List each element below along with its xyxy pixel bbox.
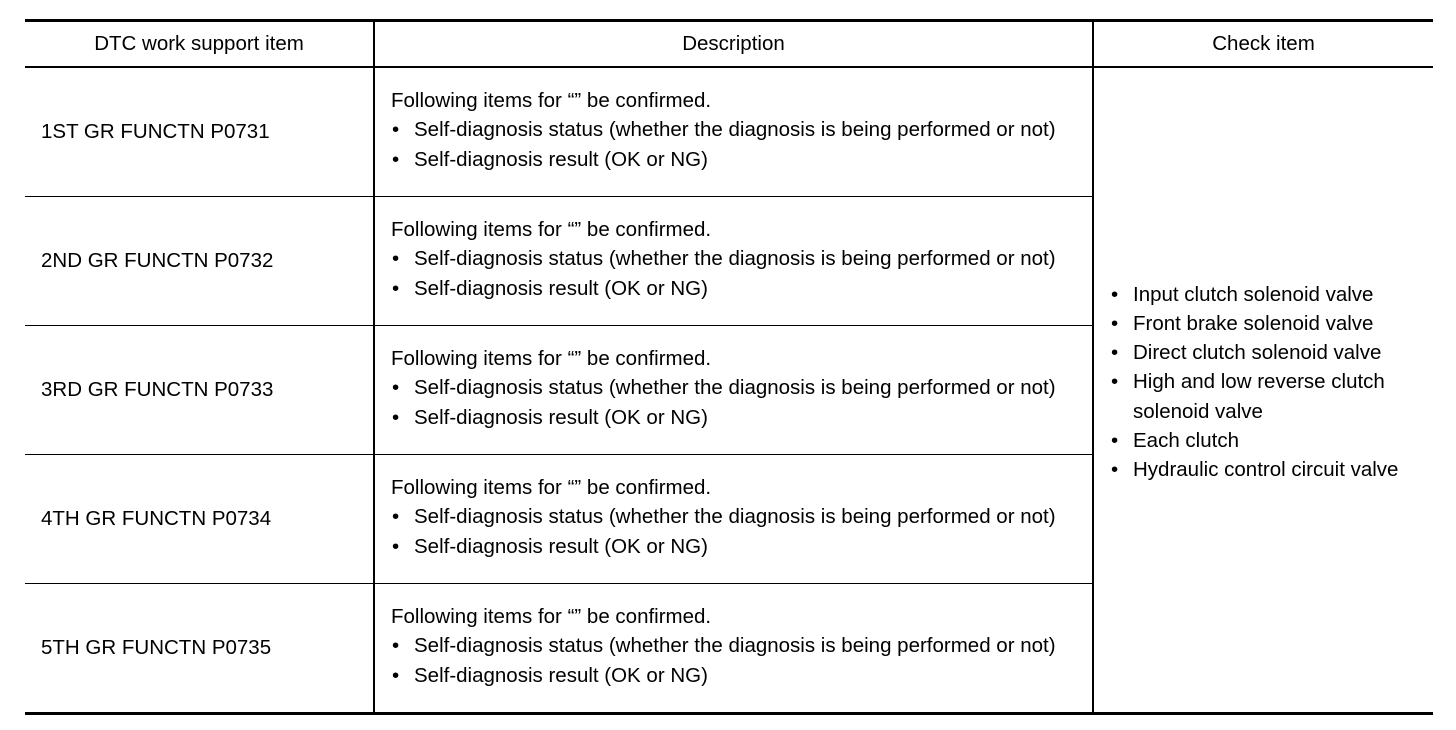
dtc-item-cell: 4TH GR FUNCTN P0734	[25, 455, 374, 584]
check-item: • Each clutch	[1110, 426, 1421, 455]
header-description: Description	[374, 21, 1093, 68]
check-item-cell	[1093, 67, 1433, 714]
dtc-item-cell: 5TH GR FUNCTN P0735	[25, 584, 374, 714]
description-lead: Following items for “” be confirmed.	[391, 605, 712, 629]
description-bullet: • Self-diagnosis status (whether the diagnosis is being performed or not)	[391, 244, 1078, 273]
description-bullet: • Self-diagnosis result (OK or NG)	[391, 274, 1078, 303]
description-lead: Following items for “” be confirmed.	[391, 218, 712, 242]
description-cell	[374, 326, 1093, 455]
description-cell	[374, 584, 1093, 714]
description-bullets	[391, 373, 1078, 431]
description-bullets	[391, 115, 1078, 173]
dtc-item-cell: 3RD GR FUNCTN P0733	[25, 326, 374, 455]
check-item: • Direct clutch solenoid valve	[1110, 338, 1421, 367]
description-bullet: • Self-diagnosis result (OK or NG)	[391, 403, 1078, 432]
description-bullets	[391, 631, 1078, 689]
check-item: • Input clutch solenoid valve	[1110, 280, 1421, 309]
description-cell	[374, 197, 1093, 326]
check-item: • Front brake solenoid valve	[1110, 309, 1421, 338]
description-bullet: • Self-diagnosis status (whether the diagnosis is being performed or not)	[391, 373, 1078, 402]
description-cell	[374, 67, 1093, 197]
header-check-item: Check item	[1093, 21, 1433, 68]
description-bullet: • Self-diagnosis result (OK or NG)	[391, 661, 1078, 690]
header-dtc-work-support-item: DTC work support item	[25, 21, 374, 68]
check-item: • High and low reverse clutch solenoid valve	[1110, 367, 1421, 425]
dtc-work-support-table	[25, 19, 1433, 715]
description-bullets	[391, 244, 1078, 302]
description-bullet: • Self-diagnosis status (whether the diagnosis is being performed or not)	[391, 502, 1078, 531]
description-bullet: • Self-diagnosis result (OK or NG)	[391, 145, 1078, 174]
description-lead: Following items for “” be confirmed.	[391, 89, 712, 113]
description-bullet: • Self-diagnosis status (whether the diagnosis is being performed or not)	[391, 115, 1078, 144]
description-bullet: • Self-diagnosis status (whether the diagnosis is being performed or not)	[391, 631, 1078, 660]
description-cell	[374, 455, 1093, 584]
check-item: • Hydraulic control circuit valve	[1110, 455, 1421, 484]
dtc-item-cell: 1ST GR FUNCTN P0731	[25, 67, 374, 197]
description-lead: Following items for “” be confirmed.	[391, 347, 712, 371]
table-header-row	[25, 21, 1433, 68]
description-bullets	[391, 502, 1078, 560]
description-bullet: • Self-diagnosis result (OK or NG)	[391, 532, 1078, 561]
dtc-item-cell: 2ND GR FUNCTN P0732	[25, 197, 374, 326]
description-lead: Following items for “” be confirmed.	[391, 476, 712, 500]
check-item-list	[1110, 280, 1421, 484]
table-row	[25, 67, 1433, 197]
